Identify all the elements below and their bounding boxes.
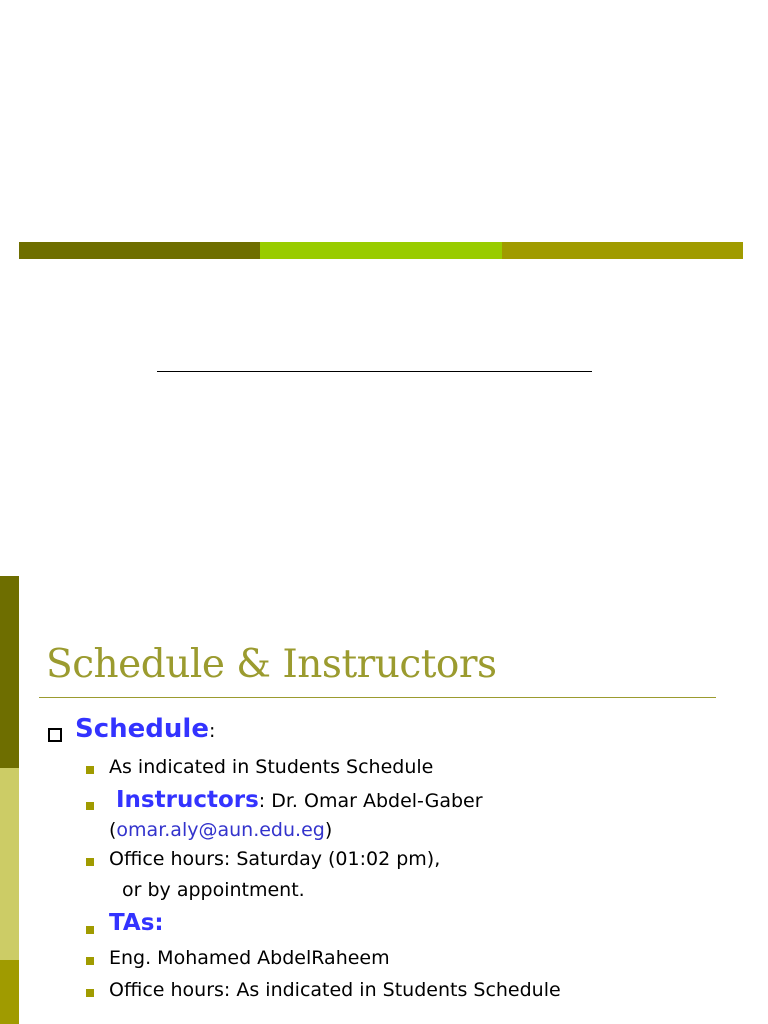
email-link[interactable]: omar.aly@aun.edu.eg	[116, 819, 325, 841]
filled-square-icon	[86, 802, 94, 810]
tas-line	[109, 910, 164, 936]
hollow-square-icon	[48, 728, 62, 742]
instructors-text: : Dr. Omar Abdel-Gaber	[258, 790, 483, 812]
schedule-heading: Schedule	[75, 714, 209, 744]
slide-title: Schedule & Instructors	[46, 642, 497, 687]
ta-office-hours: Office hours: As indicated in Students Schedule	[109, 979, 561, 1001]
filled-square-icon	[86, 957, 94, 965]
ta-name: Eng. Mohamed AbdelRaheem	[109, 947, 390, 969]
office-hours-line-1: Office hours: Saturday (01:02 pm),	[109, 848, 441, 870]
instructors-line	[116, 787, 483, 813]
office-hours-line-2: or by appointment.	[122, 879, 305, 901]
schedule-colon: :	[208, 720, 216, 742]
filled-square-icon	[86, 766, 94, 774]
email-line	[109, 819, 332, 841]
filled-square-icon	[86, 926, 94, 934]
filled-square-icon	[86, 858, 94, 866]
instructors-heading: Instructors	[116, 787, 259, 813]
filled-square-icon	[86, 989, 94, 997]
schedule-heading-line	[75, 714, 215, 744]
email-close-paren: )	[324, 819, 333, 841]
tas-heading: TAs:	[109, 910, 164, 936]
email-open-paren: (	[109, 819, 117, 841]
schedule-item: As indicated in Students Schedule	[109, 756, 434, 778]
